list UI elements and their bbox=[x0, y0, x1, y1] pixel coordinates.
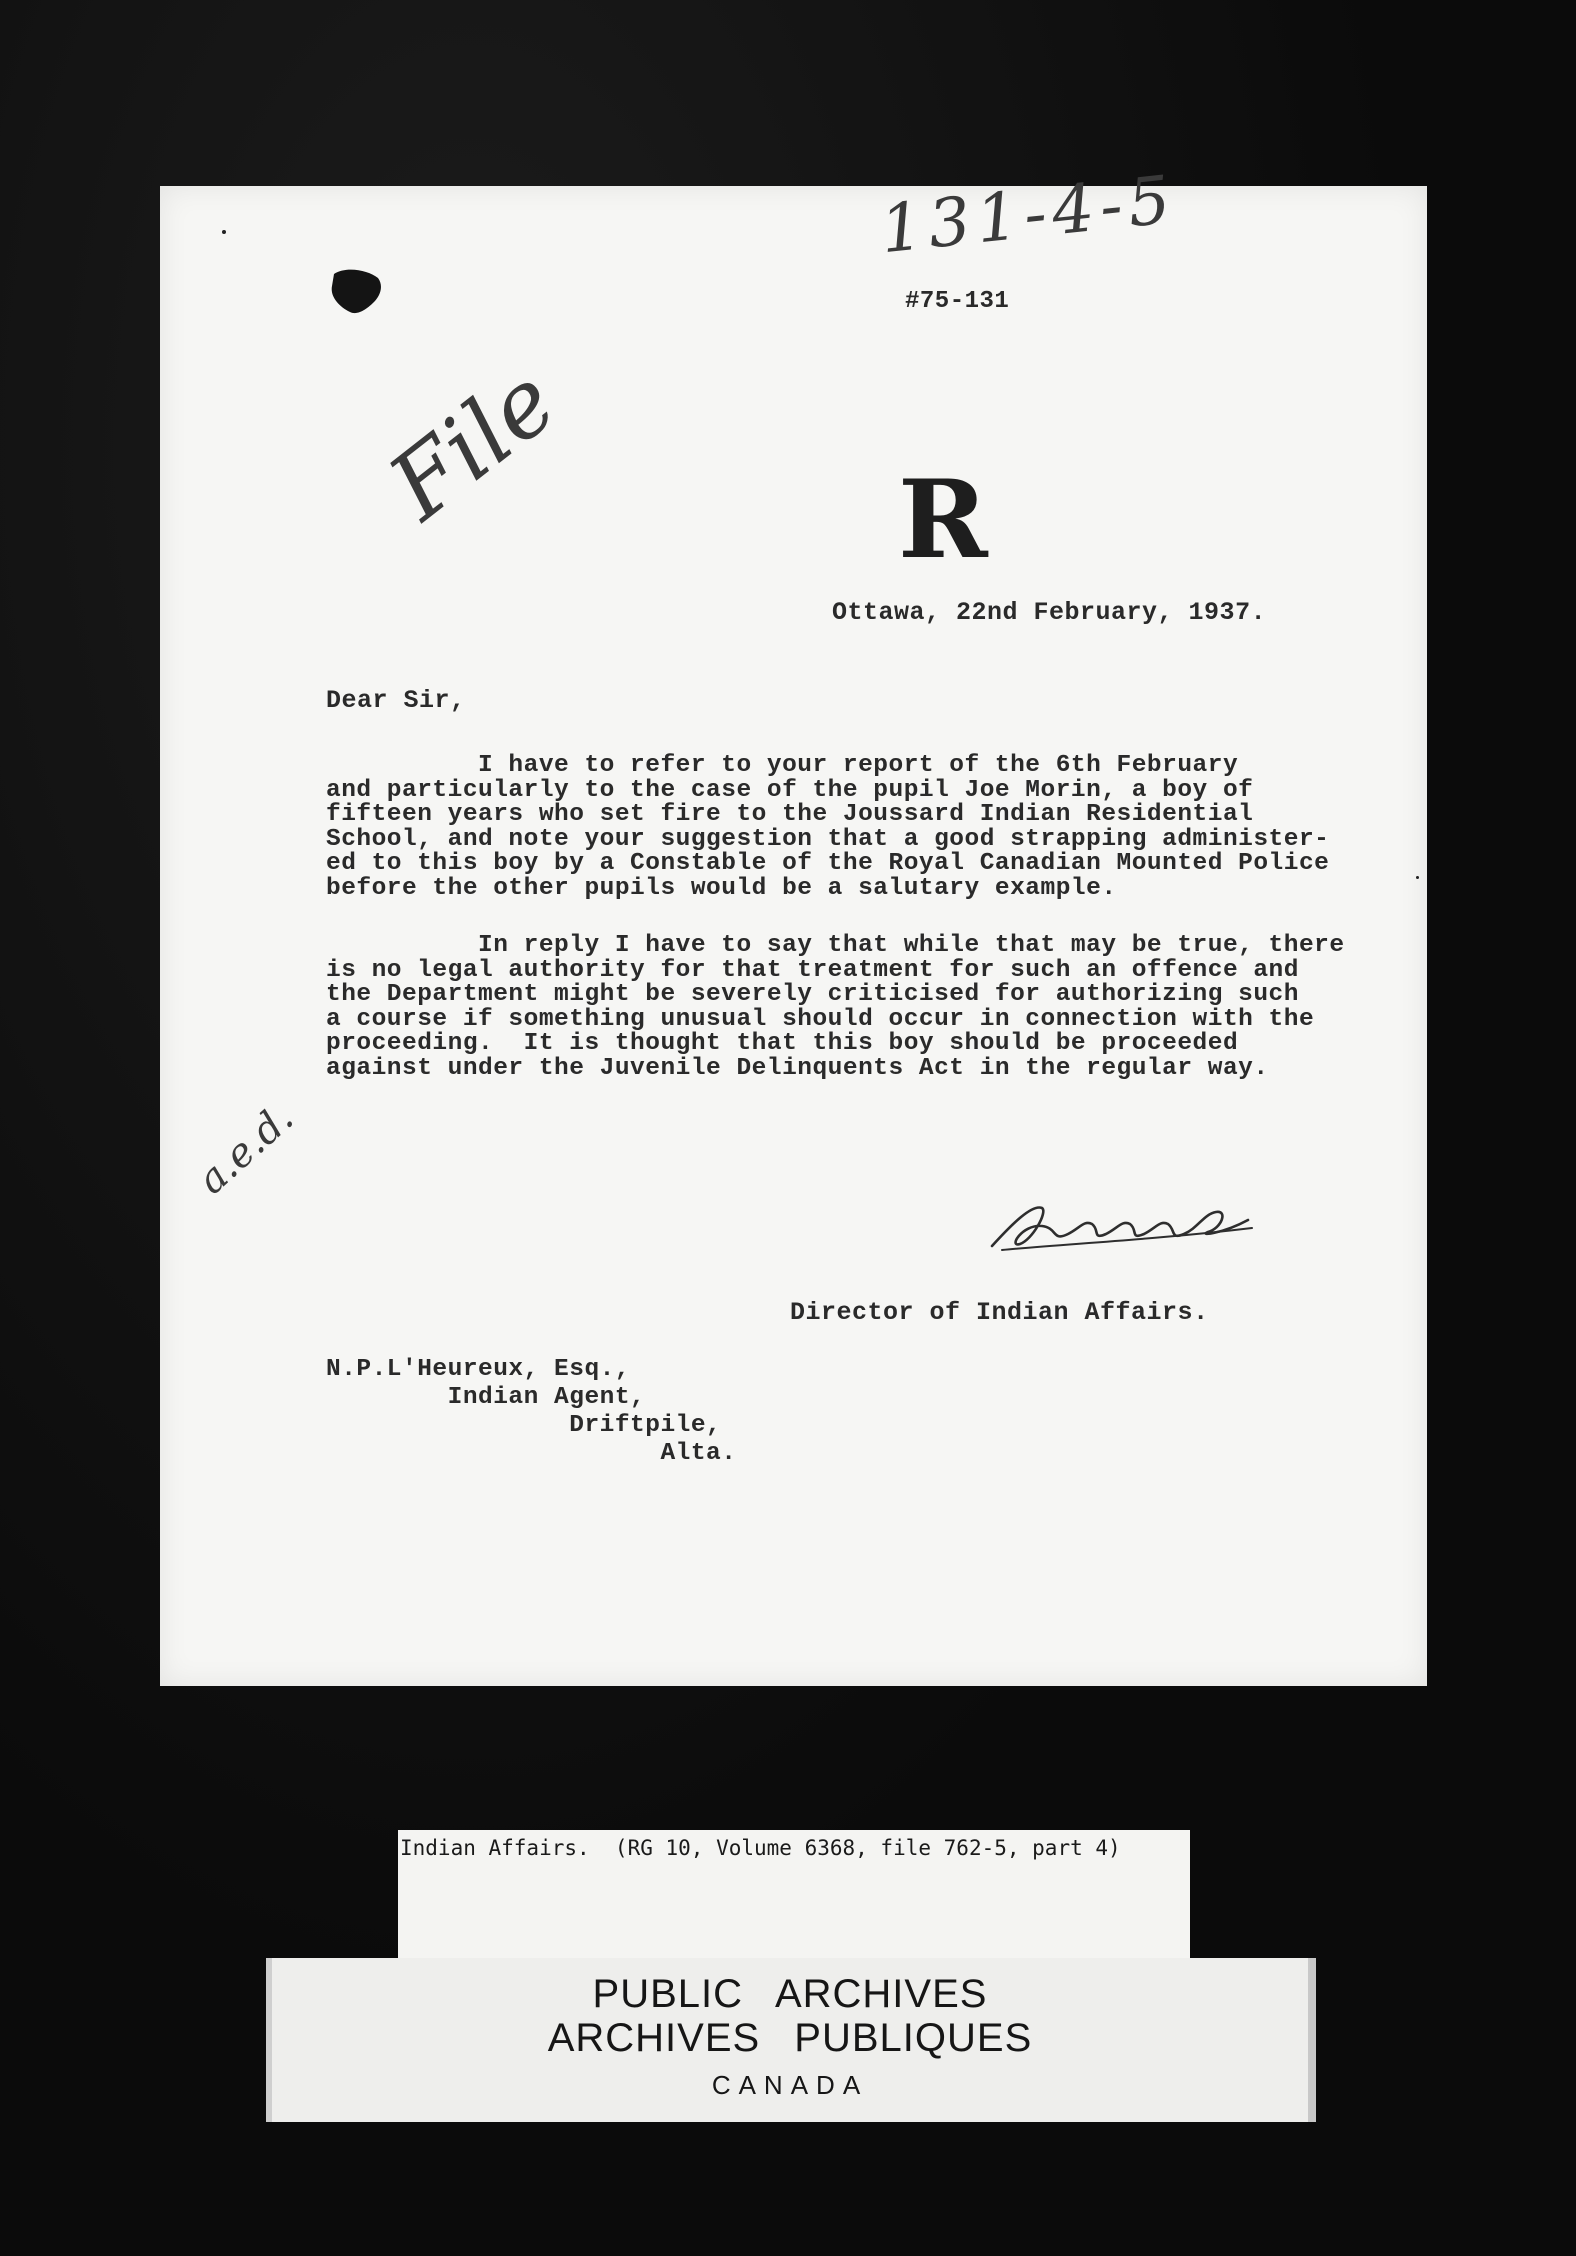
dust-speck bbox=[222, 230, 226, 234]
recipient-address bbox=[326, 1356, 736, 1468]
paragraph-line: ed to this boy by a Constable of the Royal Canadian Mounted Police bbox=[326, 850, 1330, 877]
caption-text: Indian Affairs. (RG 10, Volume 6368, file 762-5, part 4) bbox=[400, 1836, 1121, 1860]
archive-label-english: PUBLIC ARCHIVES bbox=[592, 1972, 988, 2016]
address-line: Driftpile, bbox=[326, 1412, 722, 1439]
paragraph-line: proceeding. It is thought that this boy should be proceeded bbox=[326, 1030, 1239, 1057]
letter-page bbox=[160, 160, 1427, 1686]
reference-number: #75-131 bbox=[905, 288, 1010, 315]
paragraph-line: the Department might be severely criticised for authorizing such bbox=[326, 981, 1299, 1008]
address-line: Alta. bbox=[326, 1440, 737, 1467]
address-line: N.P.L'Heureux, Esq., bbox=[326, 1356, 631, 1383]
signature-mark bbox=[972, 1184, 1272, 1264]
salutation: Dear Sir, bbox=[326, 686, 466, 715]
archive-label-country: CANADA bbox=[711, 2070, 869, 2100]
received-stamp: R bbox=[898, 457, 988, 583]
handwritten-file-note: File bbox=[370, 346, 576, 541]
signatory-title: Director of Indian Affairs. bbox=[790, 1298, 1209, 1327]
archive-label bbox=[266, 1958, 1316, 2122]
paragraph-line: fifteen years who set fire to the Joussard Indian Residential bbox=[326, 801, 1254, 828]
paragraph-line: In reply I have to say that while that may be true, there bbox=[326, 932, 1345, 959]
archive-label-french: ARCHIVES PUBLIQUES bbox=[547, 2016, 1033, 2060]
body-paragraph-1 bbox=[326, 754, 1386, 901]
ink-blot-mark bbox=[328, 266, 386, 318]
paragraph-line: against under the Juvenile Delinquents Act in the regular way. bbox=[326, 1054, 1269, 1082]
paragraph-line: and particularly to the case of the pupil Joe Morin, a boy of bbox=[326, 776, 1254, 804]
caption-card bbox=[398, 1830, 1190, 1958]
paragraph-line: a course if something unusual should occur in connection with the bbox=[326, 1005, 1315, 1033]
date-line: Ottawa, 22nd February, 1937. bbox=[832, 598, 1267, 627]
body-paragraph-2 bbox=[326, 934, 1386, 1081]
handwritten-margin-note: a.e.d. bbox=[188, 1094, 303, 1204]
handwritten-file-number: 131-4-5 bbox=[876, 160, 1180, 269]
paragraph-line: before the other pupils would be a salutary example. bbox=[326, 874, 1117, 902]
paragraph-line: is no legal authority for that treatment for such an offence and bbox=[326, 956, 1299, 984]
paragraph-line: I have to refer to your report of the 6th February bbox=[326, 752, 1239, 779]
address-line: Indian Agent, bbox=[326, 1384, 646, 1411]
dust-speck bbox=[1416, 876, 1419, 879]
paragraph-line: School, and note your suggestion that a good strapping administer- bbox=[326, 825, 1330, 853]
